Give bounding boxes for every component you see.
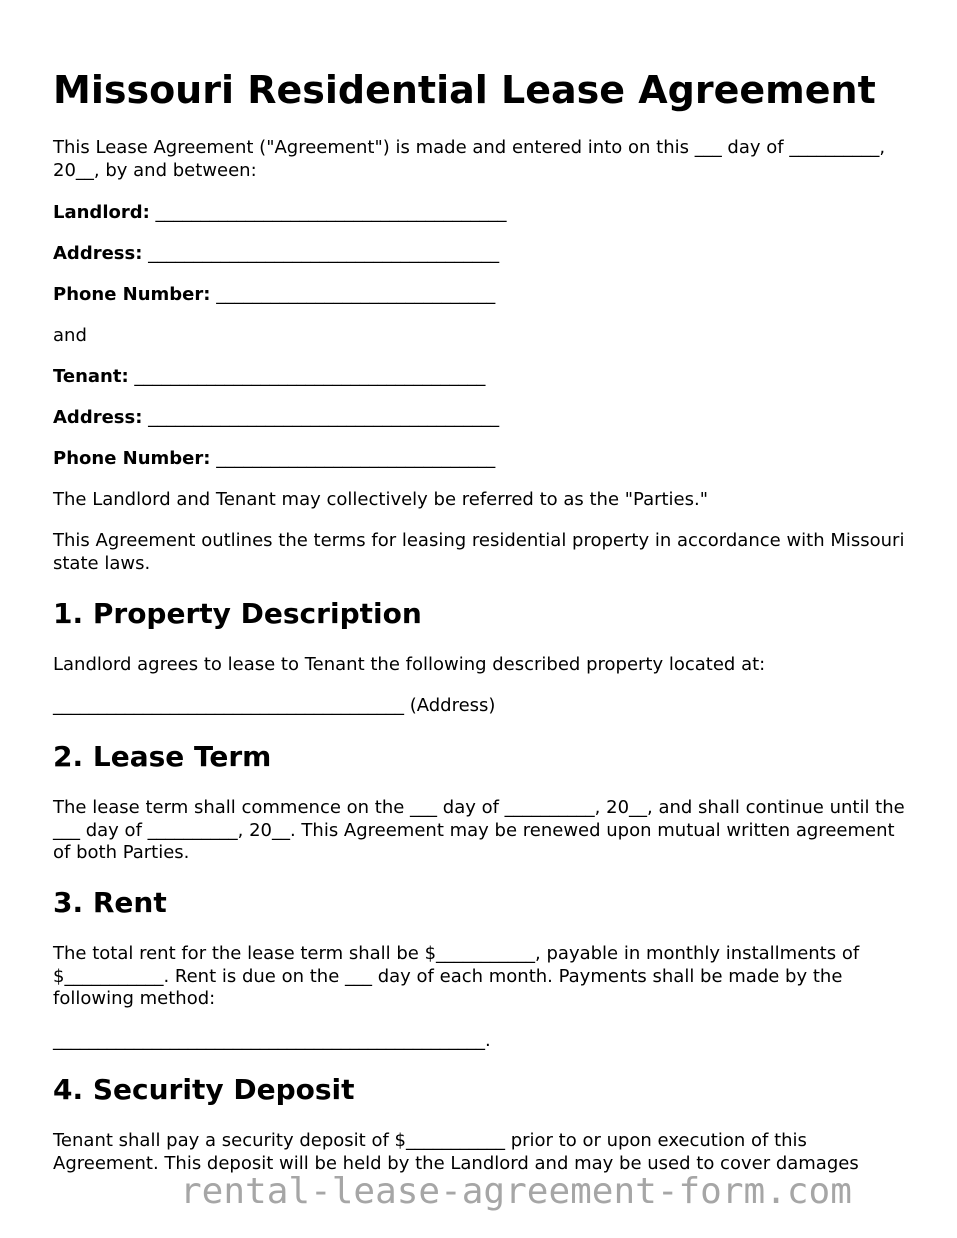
tenant-address-field — [53, 407, 913, 430]
rent-paragraph: The total rent for the lease term shall be $___________, payable in monthly installments of $___________. Rent is due on the ___ day of each month. Payments shall be made by the following method: — [53, 943, 860, 1009]
lease-term-paragraph: The lease term shall commence on the ___ day of __________, 20__, and shall continue until the ___ day of __________, 20__. This Agreement may be renewed upon mutual written agreement of both Parties. — [53, 797, 905, 863]
property-address-line: _______________________________________ (Address) — [53, 695, 496, 716]
landlord-phone-label: Phone Number: — [53, 284, 211, 305]
tenant-name-label: Tenant: — [53, 366, 129, 387]
parties-paragraph: The Landlord and Tenant may collectively be referred to as the "Parties." — [53, 489, 709, 510]
document-title: Missouri Residential Lease Agreement — [53, 68, 876, 112]
tenant-name-line: _______________________________________ — [134, 366, 486, 387]
tenant-address-line: _______________________________________ — [148, 407, 500, 428]
section-heading-lease-term: 2. Lease Term — [53, 740, 272, 773]
landlord-address-field — [53, 243, 913, 266]
landlord-name-label: Landlord: — [53, 202, 150, 223]
landlord-phone-field — [53, 284, 913, 307]
property-paragraph: Landlord agrees to lease to Tenant the following described property located at: — [53, 654, 766, 675]
section-heading-security-deposit: 4. Security Deposit — [53, 1073, 355, 1106]
tenant-phone-field — [53, 448, 913, 471]
tenant-name-field — [53, 366, 913, 389]
landlord-name-field — [53, 202, 913, 225]
landlord-address-label: Address: — [53, 243, 143, 264]
section-heading-rent: 3. Rent — [53, 886, 167, 919]
payment-method-line: ________________________________________________. — [53, 1030, 491, 1051]
landlord-name-line: _______________________________________ — [155, 202, 507, 223]
security-deposit-paragraph: Tenant shall pay a security deposit of $___________ prior to or upon execution of this Agreement. This deposit will be held by the Landlord and may be used to cover damages — [53, 1130, 859, 1174]
landlord-phone-line: _______________________________ — [216, 284, 496, 305]
tenant-address-label: Address: — [53, 407, 143, 428]
and-text: and — [53, 325, 87, 346]
tenant-phone-label: Phone Number: — [53, 448, 211, 469]
intro-paragraph: This Lease Agreement ("Agreement") is made and entered into on this ___ day of __________, 20__, by and between: — [53, 137, 886, 181]
landlord-address-line: _______________________________________ — [148, 243, 500, 264]
watermark: rental-lease-agreement-form.com — [180, 1171, 852, 1212]
section-heading-property: 1. Property Description — [53, 597, 422, 630]
outline-paragraph: This Agreement outlines the terms for leasing residential property in accordance with Missouri state laws. — [53, 530, 905, 574]
tenant-phone-line: _______________________________ — [216, 448, 496, 469]
